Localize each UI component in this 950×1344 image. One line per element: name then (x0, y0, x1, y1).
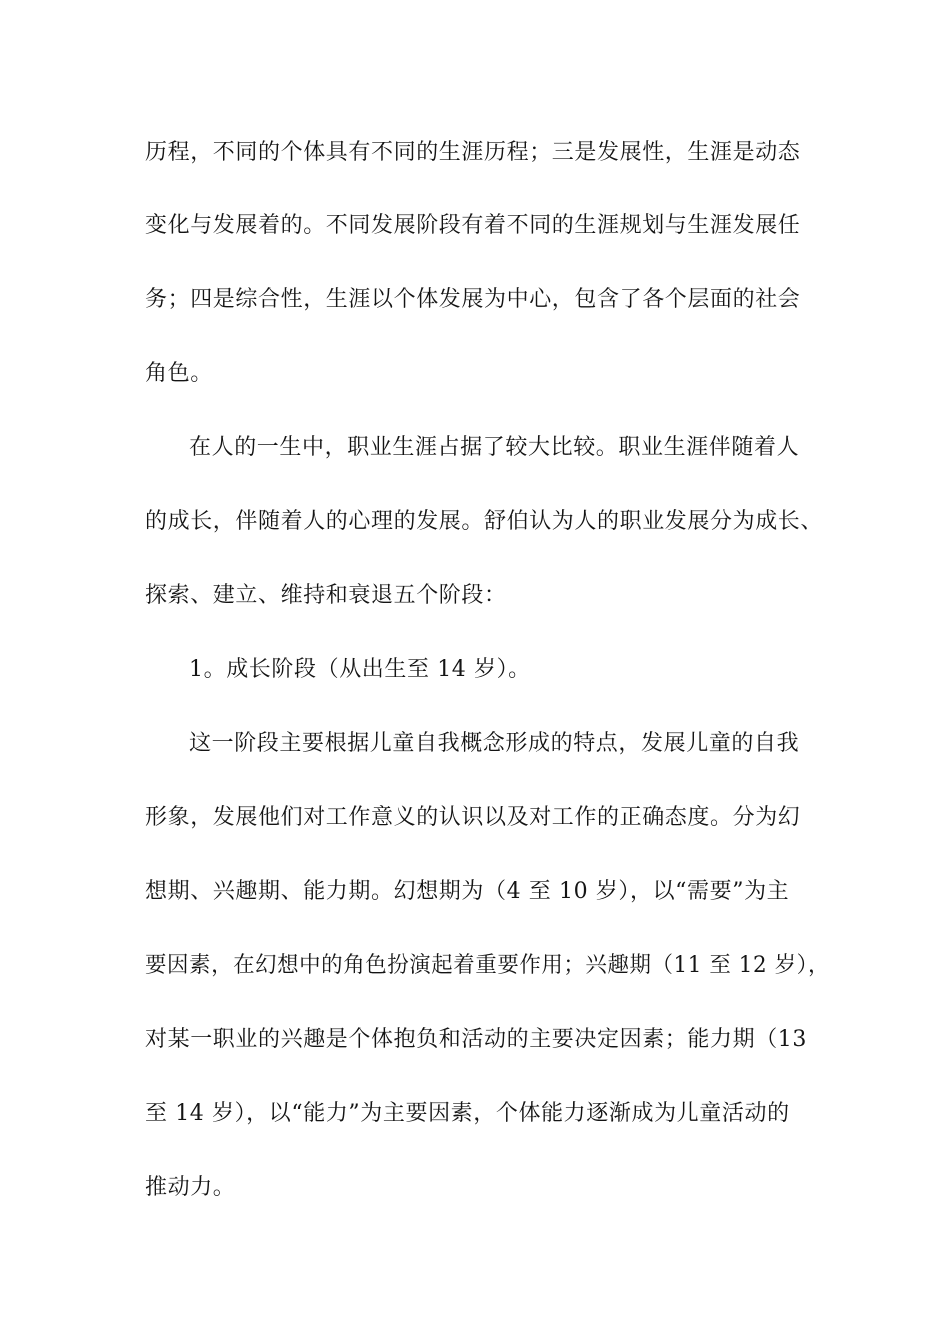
paragraph-start-line: 这一阶段主要根据儿童自我概念形成的特点，发展儿童的自我 (189, 731, 800, 756)
text-line: 对某一职业的兴趣是个体抱负和活动的主要决定因素；能力期（13 (145, 1027, 807, 1052)
text-line: 探索、建立、维持和衰退五个阶段： (145, 583, 507, 608)
text-line: 务；四是综合性，生涯以个体发展为中心，包含了各个层面的社会 (145, 287, 801, 312)
text-line: 推动力。 (145, 1175, 236, 1200)
text-line: 要因素，在幻想中的角色扮演起着重要作用；兴趣期（11 至 12 岁）， (145, 953, 830, 978)
text-line: 历程，不同的个体具有不同的生涯历程；三是发展性，生涯是动态 (145, 140, 801, 165)
text-line: 的成长，伴随着人的心理的发展。舒伯认为人的职业发展分为成长、 (145, 509, 824, 534)
text-line: 想期、兴趣期、能力期。幻想期为（4 至 10 岁），以“需要”为主 (145, 879, 790, 904)
text-line: 至 14 岁），以“能力”为主要因素，个体能力逐渐成为儿童活动的 (145, 1101, 790, 1126)
text-line: 角色。 (145, 361, 213, 386)
text-line: 变化与发展着的。不同发展阶段有着不同的生涯规划与生涯发展任 (145, 213, 801, 238)
text-line: 形象，发展他们对工作意义的认识以及对工作的正确态度。分为幻 (145, 805, 801, 830)
paragraph-start-line: 在人的一生中，职业生涯占据了较大比较。职业生涯伴随着人 (189, 435, 800, 460)
section-heading: 1。成长阶段（从出生至 14 岁）。 (189, 657, 531, 682)
